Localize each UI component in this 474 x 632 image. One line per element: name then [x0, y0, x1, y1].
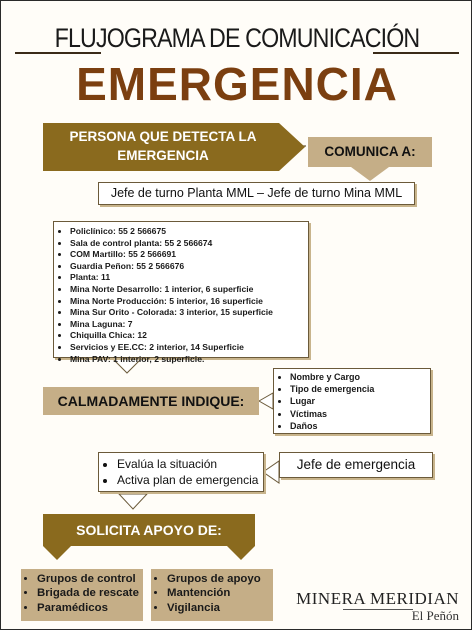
contact-item: • Mina Norte Producción: 5 interior, 16 superficie	[70, 296, 302, 308]
contact-item: • Servicios y EE.CC: 2 interior, 14 Superficie	[70, 342, 302, 354]
indique-item: • Lugar	[290, 395, 426, 407]
comunica-down-arrow	[351, 167, 389, 181]
contacts-box	[53, 221, 309, 364]
contact-item: • COM Martillo: 55 2 566691	[70, 249, 302, 261]
logo-site: El Peñón	[411, 608, 459, 623]
logo-name: MINERA MERIDIAN	[296, 589, 459, 608]
actions-box	[98, 452, 264, 492]
indique-item: • Víctimas	[290, 408, 426, 420]
contact-item: • Mina PAV: 1 interior, 2 superficie.	[70, 354, 302, 366]
logo-rule	[343, 609, 413, 610]
indique-item: • Tipo de emergencia	[290, 383, 426, 395]
contact-item: • Policlínico: 55 2 566675	[70, 226, 302, 238]
contacts-list	[56, 226, 302, 365]
jefe-pointer	[263, 461, 279, 483]
actions-list	[101, 456, 259, 488]
contact-item: • Chiquilla Chica: 12	[70, 330, 302, 342]
indique-item: • Daños	[290, 420, 426, 432]
jefe-emergencia-box: Jefe de emergencia	[279, 452, 433, 478]
support-item: • Brigada de rescate	[37, 586, 141, 600]
support-item: • Grupos de apoyo	[167, 572, 271, 586]
support-right-box	[151, 569, 273, 621]
indique-label: CALMADAMENTE INDIQUE:	[43, 387, 259, 415]
contact-item: • Mina Laguna: 7	[70, 319, 302, 331]
support-left-box	[21, 569, 143, 621]
comunica-label: COMUNICA A:	[308, 137, 432, 167]
solicita-label: SOLICITA APOYO DE:	[76, 522, 222, 538]
recipients-box: Jefe de turno Planta MML – Jefe de turno Mina MML	[98, 182, 415, 205]
page-subtitle: EMERGENCIA	[76, 58, 398, 110]
support-item: • Paramédicos	[37, 601, 141, 615]
support-right-list	[151, 572, 271, 615]
indique-item: • Nombre y Cargo	[290, 371, 426, 383]
contact-item: • Planta: 11	[70, 272, 302, 284]
evalua-down-arrow	[119, 494, 147, 509]
support-item: • Grupos de control	[37, 572, 141, 586]
detect-label: PERSONA QUE DETECTA LA EMERGENCIA	[69, 129, 257, 163]
indique-box	[273, 368, 431, 434]
contact-item: • Guardia Peñon: 55 2 566676	[70, 261, 302, 273]
indique-pointer	[259, 393, 273, 409]
contact-item: • Mina Norte Desarrollo: 1 interior, 6 superficie	[70, 284, 302, 296]
indique-list	[276, 371, 426, 432]
page-title: FLUJOGRAMA DE COMUNICACIÓN	[54, 23, 420, 53]
support-left-list	[21, 572, 141, 615]
action-item: • Activa plan de emergencia	[117, 472, 259, 488]
contact-item: • Sala de control planta: 55 2 566674	[70, 238, 302, 250]
contact-item: • Mina Sur Orito - Colorada: 3 interior, 15 superficie	[70, 307, 302, 319]
support-item: • Mantención	[167, 586, 271, 600]
action-item: • Evalúa la situación	[117, 456, 259, 472]
support-item: • Vigilancia	[167, 601, 271, 615]
